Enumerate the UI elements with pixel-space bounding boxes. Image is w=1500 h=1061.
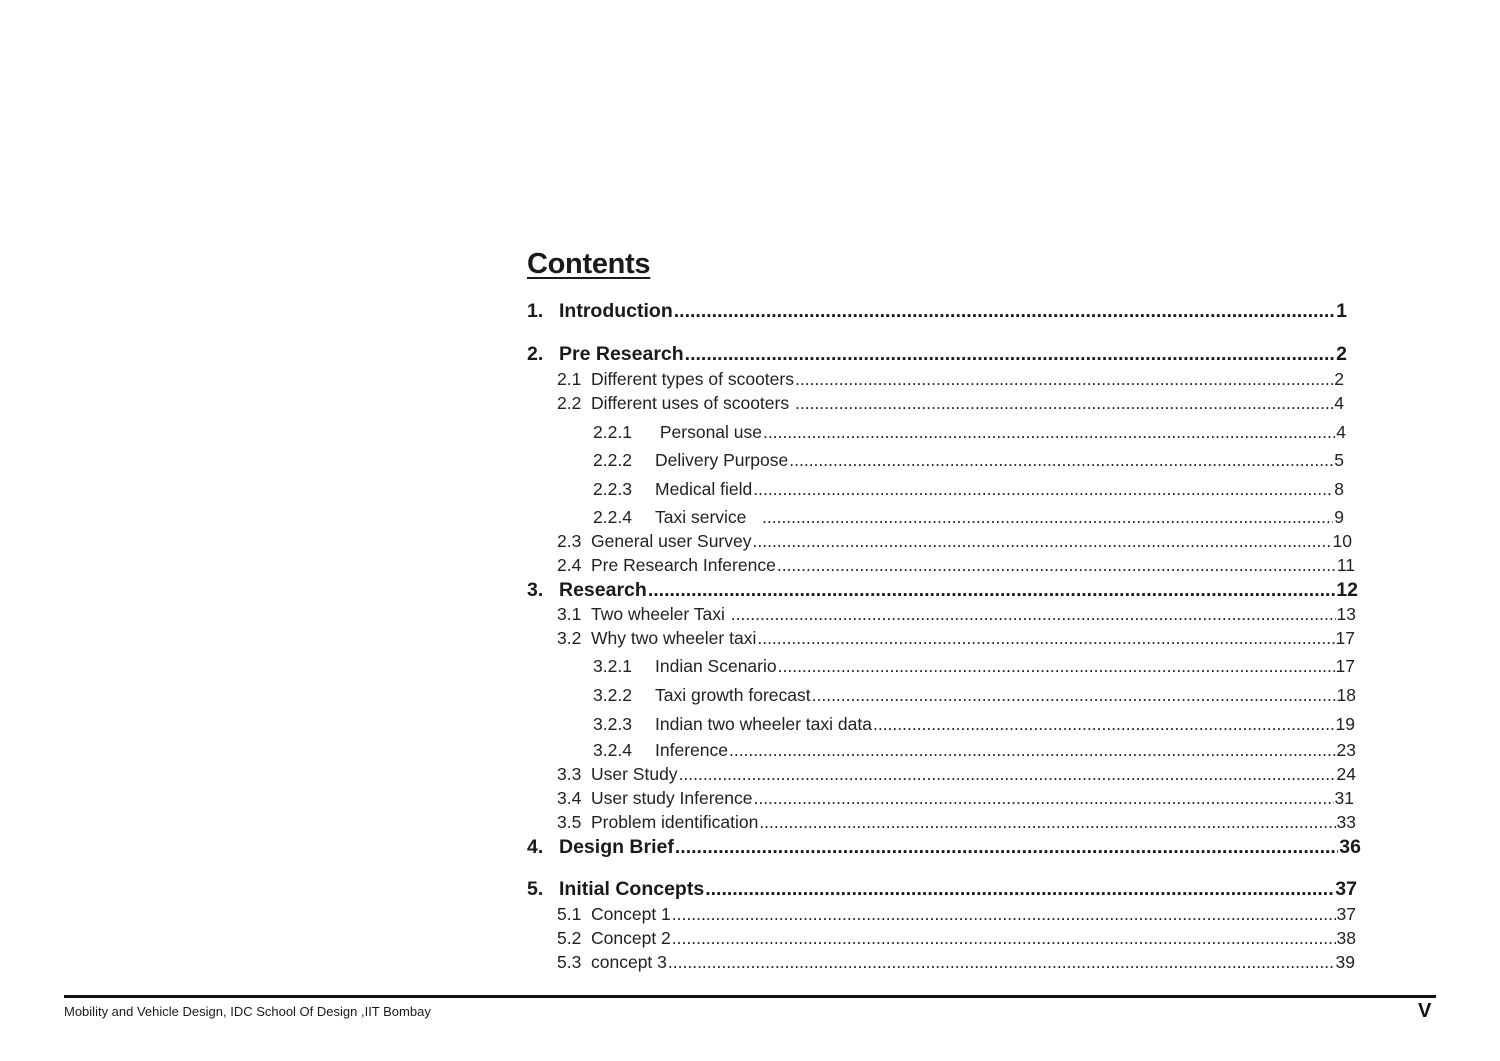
toc-entry-number: 5.1 bbox=[557, 904, 582, 924]
toc-entry-page: 10 bbox=[1332, 531, 1352, 551]
toc-entry-number: 3.2 bbox=[557, 628, 582, 648]
toc-entry-pre-research[interactable] bbox=[527, 343, 1347, 366]
dot-leader bbox=[753, 531, 1332, 552]
toc-entry-label: Delivery Purpose bbox=[655, 450, 789, 470]
toc-entry-number: 5.3 bbox=[557, 952, 582, 972]
toc-entry-problem-identification[interactable] bbox=[557, 812, 1356, 833]
dot-leader bbox=[753, 788, 1333, 809]
toc-entry-label: Concept 2 bbox=[591, 928, 671, 948]
toc-entry-number: 5.2 bbox=[557, 928, 582, 948]
dot-leader bbox=[812, 685, 1336, 706]
dot-leader bbox=[795, 393, 1333, 414]
toc-entry-label: Taxi growth forecast bbox=[655, 685, 811, 705]
dot-leader bbox=[763, 422, 1335, 443]
toc-entry-indian-two-wheeler-taxi-data[interactable] bbox=[593, 714, 1355, 735]
toc-entry-user-study[interactable] bbox=[557, 764, 1356, 785]
toc-entry-page: 11 bbox=[1336, 555, 1355, 575]
toc-entry-label: Why two wheeler taxi bbox=[591, 628, 757, 648]
toc-entry-number: 3.2.1 bbox=[593, 656, 632, 676]
toc-entry-why-two-wheeler-taxi[interactable] bbox=[557, 628, 1355, 649]
toc-entry-page: 37 bbox=[1336, 904, 1356, 924]
toc-entry-page: 12 bbox=[1336, 579, 1358, 601]
toc-entry-page: 5 bbox=[1334, 450, 1344, 470]
dot-leader bbox=[759, 812, 1335, 833]
toc-entry-page: 4 bbox=[1336, 422, 1346, 442]
toc-entry-number: 1. bbox=[527, 300, 544, 322]
toc-entry-delivery-purpose[interactable] bbox=[593, 450, 1344, 471]
toc-entry-page: 2 bbox=[1336, 343, 1347, 365]
toc-entry-concept-2[interactable] bbox=[557, 928, 1356, 949]
footer-institution-text: Mobility and Vehicle Design, IDC School Of Design ,IIT Bombay bbox=[64, 1004, 431, 1019]
toc-entry-general-user-survey[interactable] bbox=[557, 531, 1352, 552]
toc-entry-number: 5. bbox=[527, 878, 544, 900]
toc-entry-user-study-inference[interactable] bbox=[557, 788, 1354, 809]
dot-leader bbox=[705, 878, 1334, 901]
toc-entry-page: 17 bbox=[1335, 628, 1355, 648]
toc-entry-label: Indian two wheeler taxi data bbox=[655, 714, 872, 734]
toc-entry-number: 2.4 bbox=[557, 555, 582, 575]
toc-entry-pre-research-inference[interactable] bbox=[557, 555, 1355, 576]
toc-entry-page: 24 bbox=[1336, 764, 1356, 784]
toc-entry-indian-scenario[interactable] bbox=[593, 656, 1355, 677]
toc-entry-label: Medical field bbox=[655, 479, 753, 499]
dot-leader bbox=[648, 579, 1335, 602]
toc-entry-number: 2. bbox=[527, 343, 544, 365]
toc-entry-number: 2.2.3 bbox=[593, 479, 632, 499]
toc-entry-page: 13 bbox=[1336, 604, 1356, 624]
toc-entry-number: 2.2.4 bbox=[593, 507, 632, 527]
toc-entry-label: Research bbox=[559, 579, 647, 601]
toc-entry-label: Pre Research bbox=[559, 343, 684, 365]
toc-entry-page: 4 bbox=[1334, 393, 1344, 413]
toc-entry-concept-3[interactable] bbox=[557, 952, 1355, 973]
toc-entry-page: 8 bbox=[1334, 479, 1344, 499]
contents-heading: Contents bbox=[527, 248, 651, 280]
toc-entry-label: Initial Concepts bbox=[559, 878, 705, 900]
toc-entry-number: 2.2 bbox=[557, 393, 582, 413]
dot-leader bbox=[685, 343, 1335, 366]
toc-entry-types-of-scooters[interactable] bbox=[557, 369, 1344, 390]
toc-entry-number: 4. bbox=[527, 836, 544, 858]
toc-entry-number: 3.2.3 bbox=[593, 714, 632, 734]
toc-entry-number: 3.4 bbox=[557, 788, 582, 808]
toc-entry-design-brief[interactable] bbox=[527, 836, 1361, 859]
toc-entry-number: 3.5 bbox=[557, 812, 582, 832]
toc-entry-page: 39 bbox=[1335, 952, 1355, 972]
toc-entry-page: 33 bbox=[1336, 812, 1356, 832]
page-number: V bbox=[1418, 1000, 1432, 1022]
toc-entry-number: 3.2.2 bbox=[593, 685, 632, 705]
toc-entry-label: User study Inference bbox=[591, 788, 753, 808]
toc-entry-two-wheeler-taxi[interactable] bbox=[557, 604, 1356, 625]
toc-entry-number: 2.3 bbox=[557, 531, 582, 551]
toc-entry-personal-use[interactable] bbox=[593, 422, 1346, 443]
toc-entry-label: User Study bbox=[591, 764, 678, 784]
toc-entry-page: 38 bbox=[1336, 928, 1356, 948]
dot-leader bbox=[753, 479, 1333, 500]
toc-entry-label: Taxi service bbox=[655, 507, 761, 527]
toc-entry-page: 17 bbox=[1335, 656, 1355, 676]
toc-entry-number: 2.2.1 bbox=[593, 422, 632, 442]
toc-entry-number: 3. bbox=[527, 579, 544, 601]
toc-entry-number: 3.3 bbox=[557, 764, 582, 784]
dot-leader bbox=[778, 656, 1335, 677]
dot-leader bbox=[757, 628, 1334, 649]
toc-entry-label: Two wheeler Taxi bbox=[591, 604, 730, 624]
toc-entry-page: 36 bbox=[1339, 836, 1361, 858]
toc-entry-introduction[interactable] bbox=[527, 300, 1347, 323]
dot-leader bbox=[672, 928, 1336, 949]
toc-entry-label: Different types of scooters bbox=[591, 369, 794, 389]
toc-entry-label: Introduction bbox=[559, 300, 673, 322]
dot-leader bbox=[731, 604, 1336, 625]
toc-entry-number: 2.2.2 bbox=[593, 450, 632, 470]
toc-entry-taxi-growth-forecast[interactable] bbox=[593, 685, 1356, 706]
toc-entry-label: Pre Research Inference bbox=[591, 555, 776, 575]
toc-entry-page: 9 bbox=[1334, 507, 1344, 527]
toc-entry-number: 2.1 bbox=[557, 369, 582, 389]
dot-leader bbox=[668, 952, 1335, 973]
dot-leader bbox=[873, 714, 1335, 735]
toc-entry-taxi-service[interactable] bbox=[593, 507, 1344, 528]
dot-leader bbox=[762, 507, 1333, 528]
toc-entry-label: Indian Scenario bbox=[655, 656, 777, 676]
toc-entry-label: concept 3 bbox=[591, 952, 667, 972]
dot-leader bbox=[679, 764, 1336, 785]
toc-entry-page: 23 bbox=[1336, 740, 1356, 760]
dot-leader bbox=[789, 450, 1333, 471]
toc-entry-label: Different uses of scooters bbox=[591, 393, 794, 413]
toc-entry-page: 19 bbox=[1335, 714, 1355, 734]
footer-divider bbox=[64, 995, 1436, 998]
toc-entry-label: Personal use bbox=[655, 422, 763, 442]
dot-leader bbox=[729, 740, 1336, 761]
toc-entry-number: 3.2.4 bbox=[593, 740, 632, 760]
toc-entry-concept-1[interactable] bbox=[557, 904, 1356, 925]
dot-leader bbox=[777, 555, 1336, 576]
toc-entry-number: 3.1 bbox=[557, 604, 582, 624]
toc-entry-initial-concepts[interactable] bbox=[527, 878, 1357, 901]
dot-leader bbox=[675, 836, 1338, 859]
toc-entry-page: 37 bbox=[1335, 878, 1357, 900]
toc-entry-medical-field[interactable] bbox=[593, 479, 1344, 500]
toc-entry-label: Concept 1 bbox=[591, 904, 671, 924]
toc-entry-page: 1 bbox=[1336, 300, 1347, 322]
toc-entry-label: Inference bbox=[655, 740, 728, 760]
toc-entry-label: Design Brief bbox=[559, 836, 674, 858]
dot-leader bbox=[672, 904, 1336, 925]
toc-entry-page: 18 bbox=[1336, 685, 1356, 705]
toc-entry-page: 2 bbox=[1334, 369, 1344, 389]
toc-entry-label: Problem identification bbox=[591, 812, 759, 832]
toc-entry-uses-of-scooters[interactable] bbox=[557, 393, 1344, 414]
dot-leader bbox=[795, 369, 1333, 390]
dot-leader bbox=[674, 300, 1335, 323]
toc-entry-page: 31 bbox=[1334, 788, 1354, 808]
toc-entry-label: General user Survey bbox=[591, 531, 752, 551]
toc-entry-inference[interactable] bbox=[593, 740, 1356, 761]
toc-entry-research[interactable] bbox=[527, 579, 1358, 602]
